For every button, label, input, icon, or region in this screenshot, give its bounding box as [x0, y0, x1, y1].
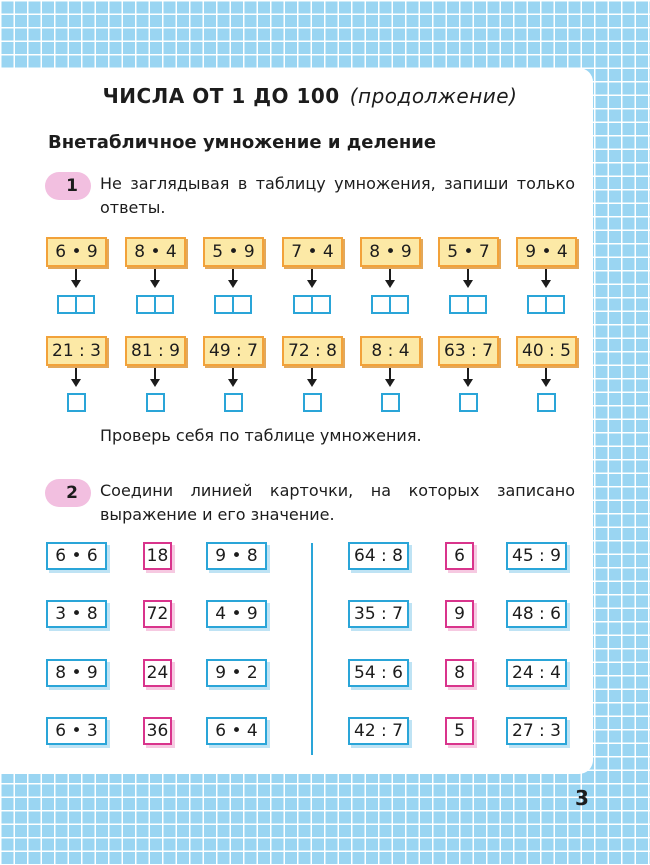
division-card: 8 : 4: [360, 336, 421, 366]
left-value-card[interactable]: 24: [143, 659, 172, 687]
answer-box-one-digit[interactable]: [224, 393, 243, 412]
section-heading: Внетабличное умножение и деление: [48, 132, 437, 153]
left-expression-card[interactable]: 6 • 4: [206, 717, 267, 745]
answer-box-one-digit[interactable]: [537, 393, 556, 412]
task-1-check-note: Проверь себя по таблице умножения.: [100, 426, 422, 445]
multiplication-card: 8 • 9: [360, 237, 421, 267]
multiplication-card: 5 • 7: [438, 237, 499, 267]
answer-box-two-digit[interactable]: [449, 295, 487, 314]
answer-box-two-digit[interactable]: [527, 295, 565, 314]
right-expression-card[interactable]: 24 : 4: [506, 659, 567, 687]
left-value-card[interactable]: 72: [143, 600, 172, 628]
page-number: 3: [575, 786, 589, 810]
answer-box-two-digit[interactable]: [214, 295, 252, 314]
right-value-card[interactable]: 9: [445, 600, 474, 628]
multiplication-card: 7 • 4: [282, 237, 343, 267]
multiplication-card: 8 • 4: [125, 237, 186, 267]
answer-box-one-digit[interactable]: [303, 393, 322, 412]
left-expression-card[interactable]: 3 • 8: [46, 600, 107, 628]
right-expression-card[interactable]: 27 : 3: [506, 717, 567, 745]
answer-box-one-digit[interactable]: [146, 393, 165, 412]
left-value-card[interactable]: 18: [143, 542, 172, 570]
left-expression-card[interactable]: 6 • 3: [46, 717, 107, 745]
right-expression-card[interactable]: 42 : 7: [348, 717, 409, 745]
answer-box-two-digit[interactable]: [136, 295, 174, 314]
answer-box-two-digit[interactable]: [293, 295, 331, 314]
task-2-instruction: Соедини линией карточки, на которых записано выражение и его значение.: [100, 481, 575, 524]
left-value-card[interactable]: 36: [143, 717, 172, 745]
task-2-number: 2: [66, 483, 78, 503]
cards-divider: [311, 543, 313, 755]
page-title: [0, 84, 620, 108]
task-1-instruction: Не заглядывая в таблицу умножения, запиши только ответы.: [100, 174, 575, 217]
right-expression-card[interactable]: 54 : 6: [348, 659, 409, 687]
division-card: 49 : 7: [203, 336, 264, 366]
division-card: 40 : 5: [516, 336, 577, 366]
right-expression-card[interactable]: 48 : 6: [506, 600, 567, 628]
right-value-card[interactable]: 5: [445, 717, 474, 745]
multiplication-card: 5 • 9: [203, 237, 264, 267]
answer-box-one-digit[interactable]: [67, 393, 86, 412]
left-expression-card[interactable]: 6 • 6: [46, 542, 107, 570]
left-expression-card[interactable]: 8 • 9: [46, 659, 107, 687]
left-expression-card[interactable]: 9 • 2: [206, 659, 267, 687]
task-1-number: 1: [66, 176, 78, 196]
title-subtitle: (продолжение): [349, 84, 518, 108]
division-card: 21 : 3: [46, 336, 107, 366]
answer-box-two-digit[interactable]: [57, 295, 95, 314]
right-expression-card[interactable]: 35 : 7: [348, 600, 409, 628]
right-value-card[interactable]: 6: [445, 542, 474, 570]
multiplication-card: 6 • 9: [46, 237, 107, 267]
right-expression-card[interactable]: 64 : 8: [348, 542, 409, 570]
division-card: 72 : 8: [282, 336, 343, 366]
task-2-badge: [45, 479, 91, 507]
answer-box-one-digit[interactable]: [459, 393, 478, 412]
division-card: 81 : 9: [125, 336, 186, 366]
multiplication-card: 9 • 4: [516, 237, 577, 267]
left-expression-card[interactable]: 4 • 9: [206, 600, 267, 628]
task-1-badge: [45, 172, 91, 200]
left-expression-card[interactable]: 9 • 8: [206, 542, 267, 570]
right-value-card[interactable]: 8: [445, 659, 474, 687]
answer-box-one-digit[interactable]: [381, 393, 400, 412]
division-card: 63 : 7: [438, 336, 499, 366]
answer-box-two-digit[interactable]: [371, 295, 409, 314]
title-main: ЧИСЛА ОТ 1 ДО 100: [102, 84, 340, 108]
right-expression-card[interactable]: 45 : 9: [506, 542, 567, 570]
